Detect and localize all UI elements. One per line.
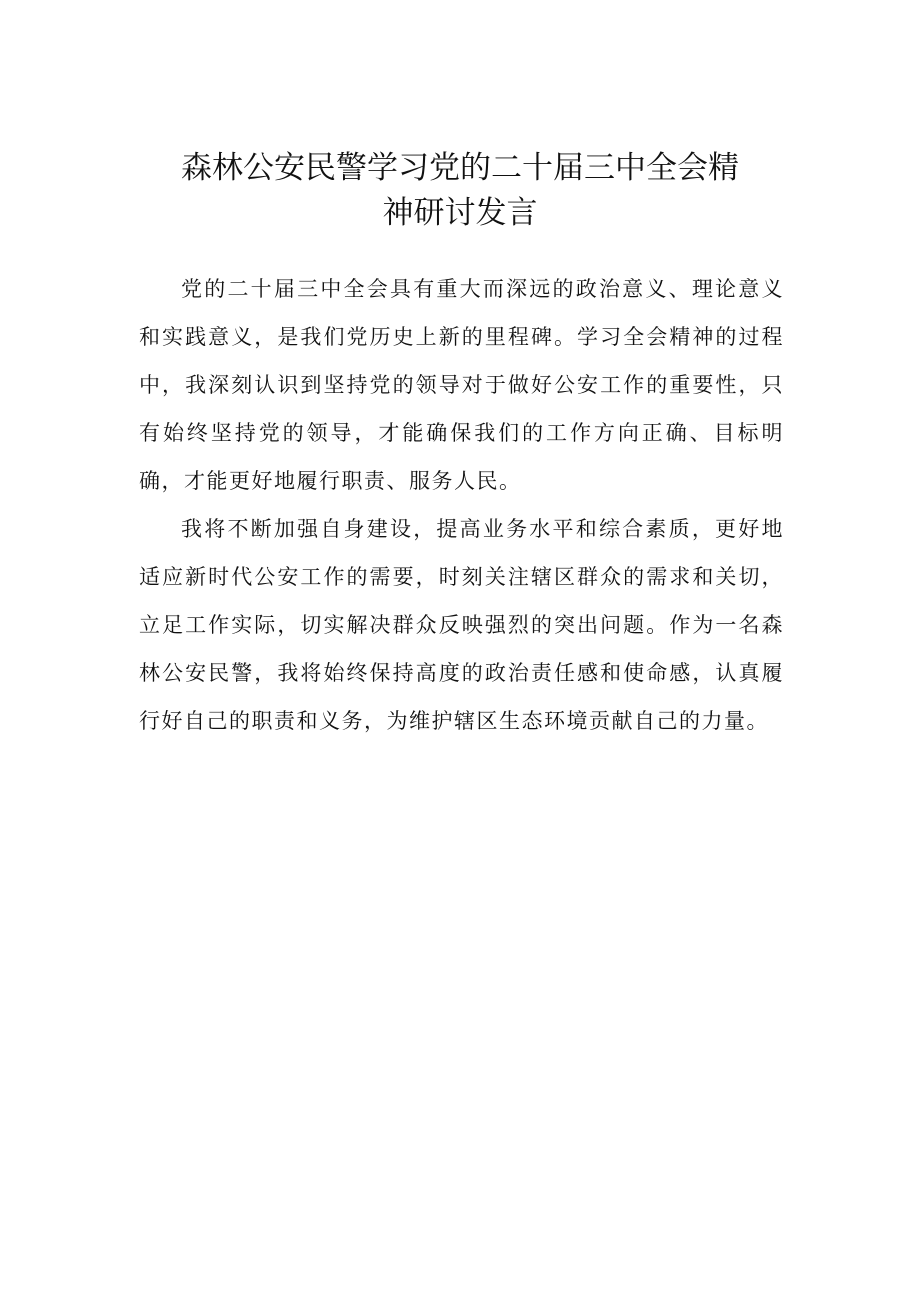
title-line-2: 神研讨发言	[382, 195, 538, 231]
paragraph-2: 我将不断加强自身建设，提高业务水平和综合素质，更好地适应新时代公安工作的需要，时刻关注辖区群众的需求和关切，立足工作实际，切实解决群众反映强烈的突出问题。作为一名森林公安民警，我将始终保持高度的政治责任感和使命感，认真履行好自己的职责和义务，为维护辖区生态环境贡献自己的力量。	[139, 517, 784, 733]
document-body	[139, 265, 784, 745]
paragraph-1: 党的二十届三中全会具有重大而深远的政治意义、理论意义和实践意义，是我们党历史上新的里程碑。学习全会精神的过程中，我深刻认识到坚持党的领导对于做好公安工作的重要性，只有始终坚持党的领导，才能确保我们的工作方向正确、目标明确，才能更好地履行职责、服务人民。	[139, 277, 784, 493]
document-title	[150, 146, 770, 236]
title-line-1: 森林公安民警学习党的二十届三中全会精	[181, 150, 739, 186]
